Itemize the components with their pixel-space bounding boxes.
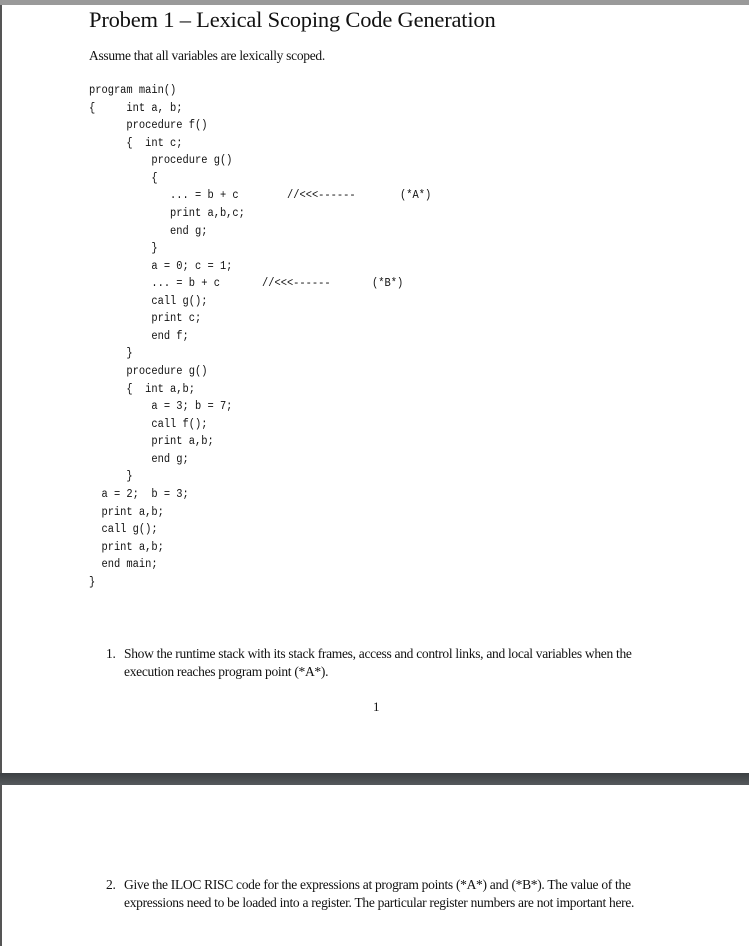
page-separator [0,773,749,785]
code-text: call g(); [89,522,158,538]
code-text: { int a, b; [89,101,183,116]
code-text: end g; [89,452,189,467]
code-text: { int c; [89,136,183,151]
comment-arrow: //<<<------ [262,276,331,292]
code-text: print a,b,c; [89,206,245,221]
code-listing [89,83,432,592]
program-point-label: (*A*) [400,189,432,204]
question-text: Show the runtime stack with its stack frames, access and control links, and local variables when the execution reaches program point (*A*). [124,646,632,679]
code-text: } [89,347,133,362]
code-text: procedure f() [89,118,208,134]
code-text: } [89,470,133,485]
question-2 [106,876,669,912]
code-text: print a,b; [89,435,214,450]
code-comment [287,187,432,208]
question-text: Give the ILOC RISC code for the expressions at program points (*A*) and (*B*). The value of the expressions need to be loaded into a register. The particular register numbers are not important here. [124,877,635,910]
code-text: a = 2; b = 3; [89,487,189,502]
code-text: a = 3; b = 7; [89,399,233,415]
code-text: { [89,171,158,186]
code-text: print a,b; [89,540,164,555]
code-line [89,573,245,594]
problem-title: Probem 1 – Lexical Scoping Code Generation [89,7,496,32]
code-text: print c; [89,312,202,327]
program-point-label: (*B*) [372,276,404,292]
comment-arrow: //<<<------ [287,189,356,204]
question-number: 2. [106,877,116,892]
code-text: { int a,b; [89,382,196,397]
question-1 [106,645,669,681]
document-page-2 [0,785,749,946]
code-text: end g; [89,224,208,239]
code-text: ... = b + c [89,276,220,292]
code-text: a = 0; c = 1; [89,259,233,274]
code-text: call g(); [89,294,208,309]
code-text: print a,b; [89,505,164,520]
intro-text: Assume that all variables are lexically scoped. [89,48,325,63]
page-number: 1 [373,699,380,714]
code-text: } [89,575,96,590]
code-text: procedure g() [89,154,233,169]
code-comment [262,275,404,296]
code-text: } [89,241,158,257]
code-text: end f; [89,329,189,344]
question-number: 1. [106,646,116,661]
code-text: ... = b + c [89,189,239,204]
code-text: program main() [89,83,177,98]
code-text: end main; [89,557,158,573]
code-text: procedure g() [89,364,208,379]
code-text: call f(); [89,417,208,432]
